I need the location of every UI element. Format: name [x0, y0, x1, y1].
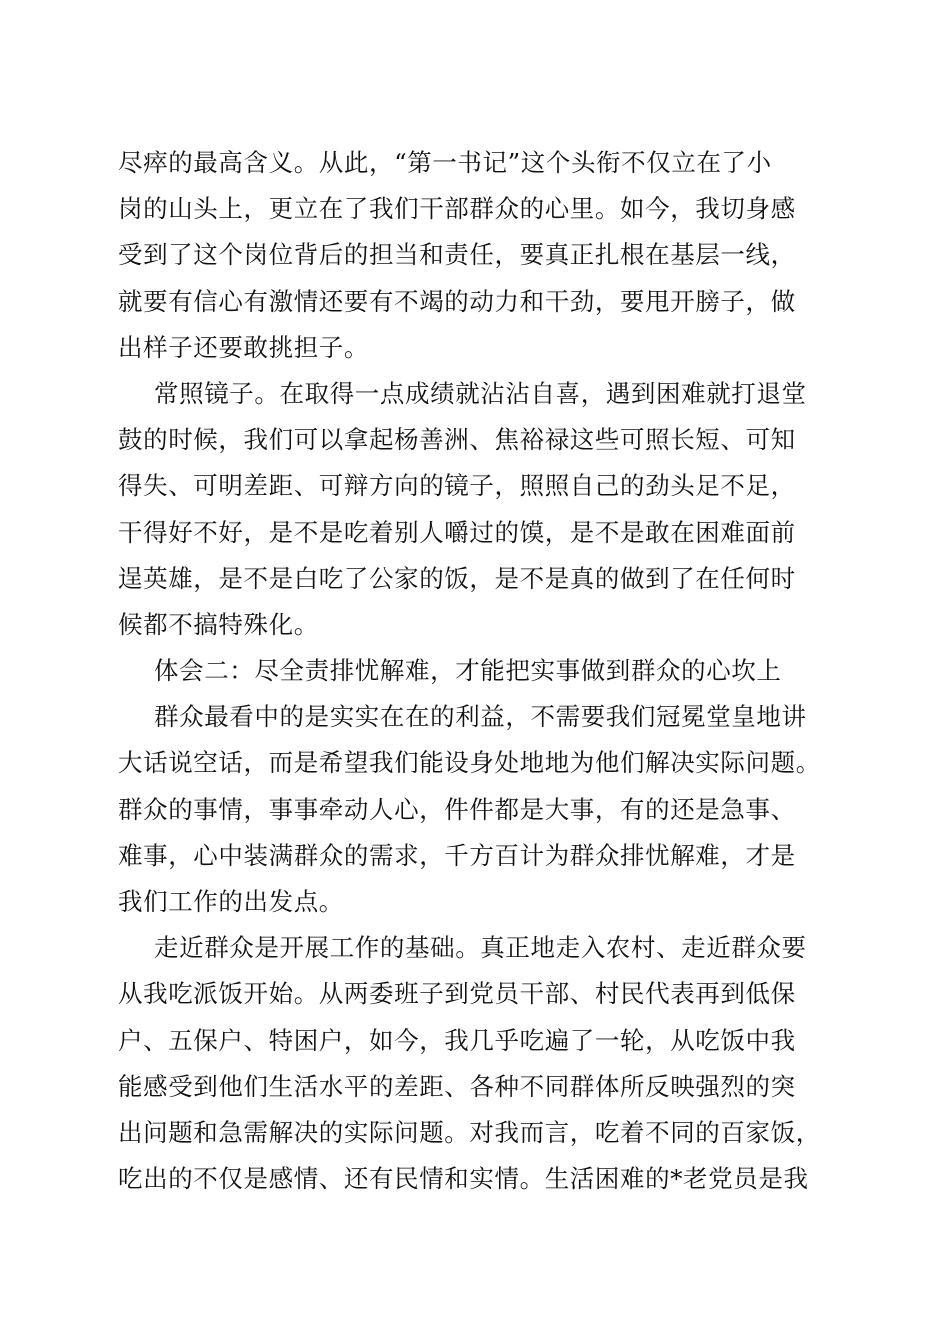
text-line: 出样子还要敢挑担子。	[118, 332, 369, 362]
text-line: 吃出的不仅是感情、还有民情和实情。生活困难的*老党员是我	[118, 1164, 809, 1194]
text-line: 尽瘁的最高含义。从此，“第一书记”这个头衔不仅立在了小	[118, 148, 772, 177]
document-body	[118, 140, 833, 1202]
text-line: 就要有信心有激情还要有不竭的动力和干劲，要甩开膀子，做	[118, 286, 796, 316]
text-line: 体会二：尽全责排忧解难，才能把实事做到群众的心坎上	[154, 656, 782, 686]
text-line: 逞英雄，是不是白吃了公家的饭，是不是真的做到了在任何时	[118, 563, 796, 593]
text-line: 鼓的时候，我们可以拿起杨善洲、焦裕禄这些可照长短、可知	[118, 425, 796, 455]
text-line: 大话说空话，而是希望我们能设身处地地为他们解决实际问题。	[118, 748, 821, 778]
text-line: 受到了这个岗位背后的担当和责任，要真正扎根在基层一线，	[118, 240, 796, 270]
text-line: 从我吃派饭开始。从两委班子到党员干部、村民代表再到低保	[118, 979, 796, 1009]
text-line: 常照镜子。在取得一点成绩就沾沾自喜，遇到困难就打退堂	[154, 378, 807, 408]
text-line: 难事，心中装满群众的需求，千方百计为群众排忧解难，才是	[118, 840, 796, 870]
text-line: 户、五保户、特困户，如今，我几乎吃遍了一轮，从吃饭中我	[118, 1025, 796, 1055]
text-line: 我们工作的出发点。	[118, 887, 344, 916]
text-line: 候都不搞特殊化。	[118, 609, 319, 639]
text-line: 干得好不好，是不是吃着别人嚼过的馍，是不是敢在困难面前	[118, 517, 796, 547]
text-line: 群众最看中的是实实在在的利益，不需要我们冠冕堂皇地讲	[154, 702, 807, 732]
text-line: 能感受到他们生活水平的差距、各种不同群体所反映强烈的突	[118, 1071, 796, 1101]
text-line: 群众的事情，事事牵动人心，件件都是大事，有的还是急事、	[118, 794, 796, 824]
text-line: 得失、可明差距、可辩方向的镜子，照照自己的劲头足不足，	[118, 471, 796, 501]
text-line: 出问题和急需解决的实际问题。对我而言，吃着不同的百家饭，	[118, 1117, 821, 1147]
text-line: 走近群众是开展工作的基础。真正地走入农村、走近群众要	[154, 933, 807, 963]
text-line: 岗的山头上，更立在了我们干部群众的心里。如今，我切身感	[118, 194, 796, 224]
